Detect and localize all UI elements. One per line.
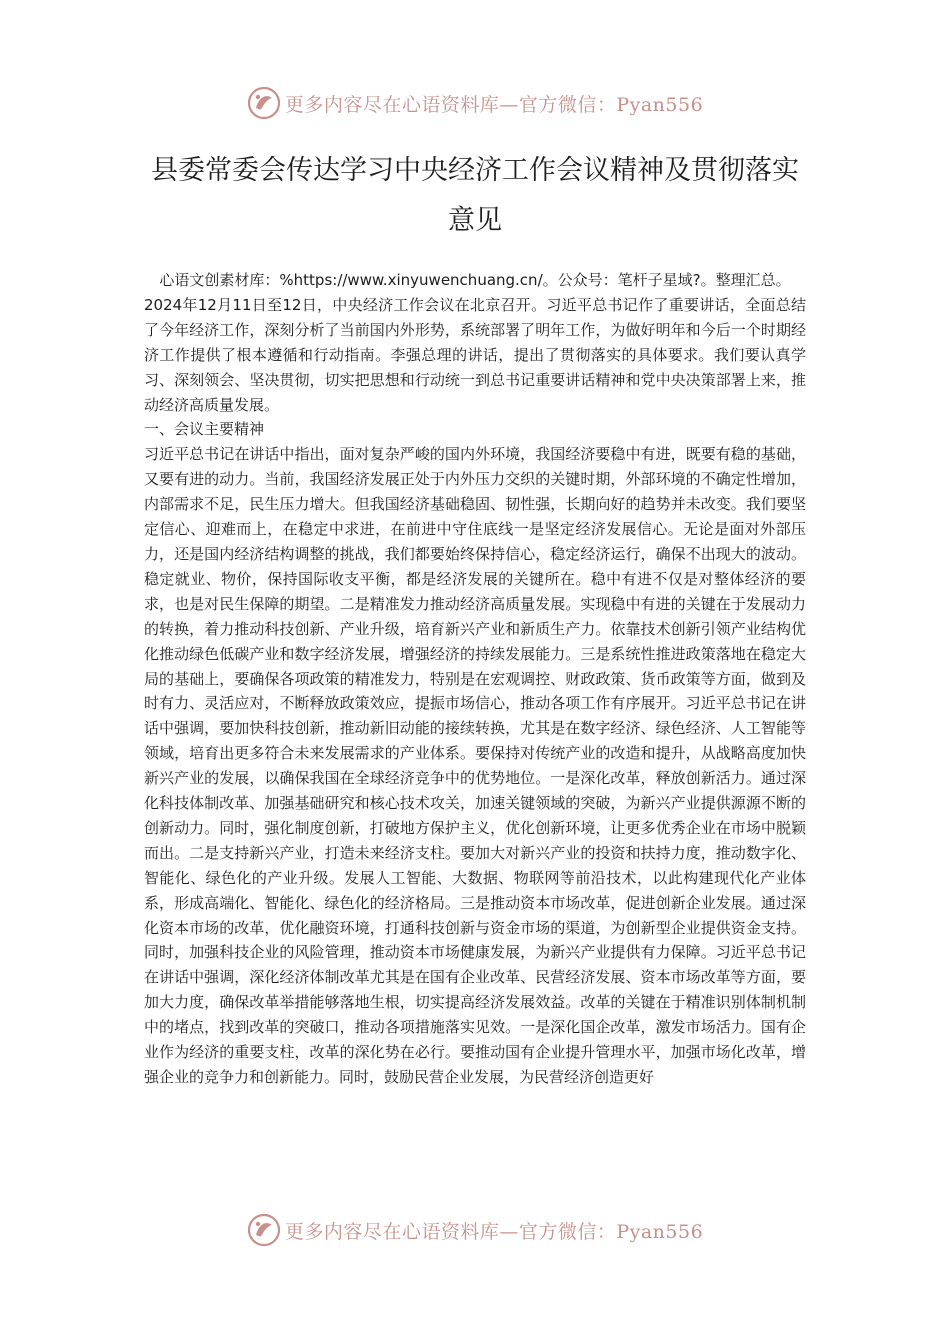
banner-text: 更多内容尽在心语资料库—官方微信：Pyan556 [284,1220,704,1243]
body-paragraph: 习近平总书记在讲话中指出，面对复杂严峻的国内外环境，我国经济要稳中有进，既要有稳的基础，又要有进的动力。当前，我国经济发展正处于内外压力交织的关键时期，外部环境的不确定性增加，内部需求不足，民生压力增大。但我国经济基础稳固、韧性强，长期向好的趋势并未改变。我们要坚定信心、迎难而上，在稳定中求进，在前进中守住底线一是坚定经济发展信心。无论是面对外部压力，还是国内经济结构调整的挑战，我们都要始终保持信心，稳定经济运行，确保不出现大的波动。稳定就业、物价，保持国际收支平衡，都是经济发展的关键所在。稳中有进不仅是对整体经济的要求，也是对民生保障的期望。二是精准发力推动经济高质量发展。实现稳中有进的关键在于发展动力的转换，着力推动科技创新、产业升级，培育新兴产业和新质生产力。依靠技术创新引领产业结构优化推动绿色低碳产业和数字经济发展，增强经济的持续发展能力。三是系统性推进政策落地在稳定大局的基础上，要确保各项政策的精准发力，特别是在宏观调控、财政政策、货币政策等方面，做到及时有力、灵活应对，不断释放政策效应，提振市场信心，推动各项工作有序展开。习近平总书记在讲话中强调，要加快科技创新，推动新旧动能的接续转换，尤其是在数字经济、绿色经济、人工智能等领域，培育出更多符合未来发展需求的产业体系。要保持对传统产业的改造和提升，从战略高度加快新兴产业的发展，以确保我国在全球经济竞争中的优势地位。一是深化改革，释放创新活力。通过深化科技体制改革、加强基础研究和核心技术攻关，加速关键领域的突破，为新兴产业提供源源不断的创新动力。同时，强化制度创新，打破地方保护主义，优化创新环境，让更多优秀企业在市场中脱颖而出。二是支持新兴产业，打造未来经济支柱。要加大对新兴产业的投资和扶持力度，推动数字化、智能化、绿色化的产业升级。发展人工智能、大数据、物联网等前沿技术，以此构建现代化产业体系，形成高端化、智能化、绿色化的经济格局。三是推动资本市场改革，促进创新企业发展。通过深化资本市场的改革，优化融资环境，打通科技创新与资金市场的渠道，为创新型企业提供资金支持。同时，加强科技企业的风险管理，推动资本市场健康发展，为新兴产业提供有力保障。习近平总书记在讲话中强调，深化经济体制改革尤其是在国有企业改革、民营经济发展、资本市场改革等方面，要加大力度，确保改革举措能够落地生根，切实提高经济发展效益。改革的关键在于精准识别体制机制中的堵点，找到改革的突破口，推动各项措施落实见效。一是深化国企改革，激发市场活力。国有企业作为经济的重要支柱，改革的深化势在必行。要推动国有企业提升管理水平，加强市场化改革，增强企业的竞争力和创新能力。同时，鼓励民营企业发展，为民营经济创造更好 [144,445,806,1086]
source-line: 心语文创素材库：%https://www.xinyuwenchuang.cn/。公众号：笔杆子星域?。整理汇总。 [159,271,791,289]
xinyu-logo-icon [247,1213,281,1247]
footer-banner [0,1210,950,1250]
document-title: 县委常委会传达学习中央经济工作会议精神及贯彻落实意见 [151,155,799,236]
intro-paragraph: 2024年12月11日至12日，中央经济工作会议在北京召开。习近平总书记作了重要讲话，全面总结了今年经济工作，深刻分析了当前国内外形势，系统部署了明年工作，为做好明年和今后一个时期经济工作提供了根本遵循和行动指南。李强总理的讲话，提出了贯彻落实的具体要求。我们要认真学习、深刻领会、坚决贯彻，切实把思想和行动统一到总书记重要讲话精神和党中央决策部署上来，推动经济高质量发展。 [144,295,806,414]
xinyu-logo-icon [247,86,281,120]
section-heading: 一、会议主要精神 [144,420,265,439]
banner-text: 更多内容尽在心语资料库—官方微信：Pyan556 [284,93,704,116]
document-body [144,268,806,1090]
header-banner [0,83,950,123]
